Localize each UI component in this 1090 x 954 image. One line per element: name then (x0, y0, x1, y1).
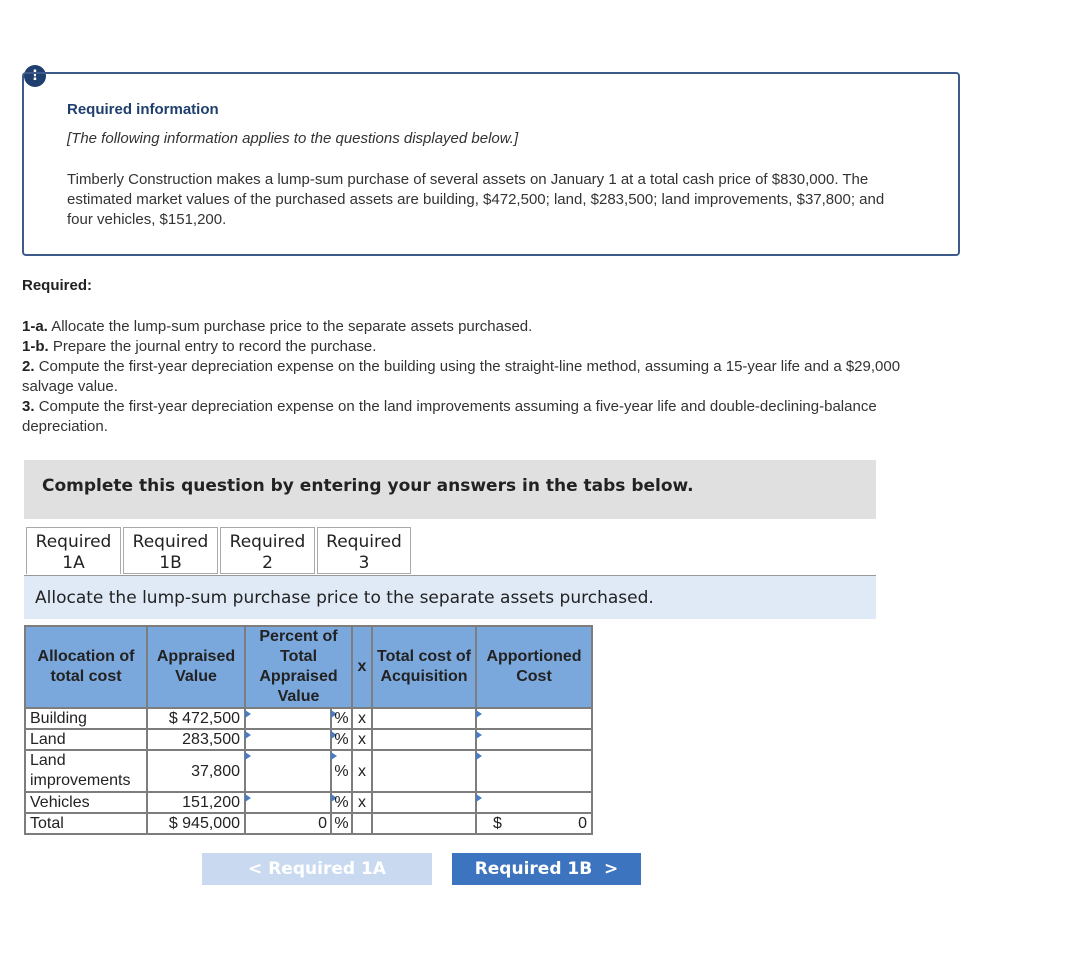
total-cost-input[interactable] (372, 729, 476, 750)
total-percent: 0 (245, 813, 331, 834)
info-text: Timberly Construction makes a lump-sum purchase of several assets on January 1 at a total cash price of $830,000. The estimated market values of the purchased assets are building, $472,500; land, $283,500; land improvements, $37,800; and four vehicles, $151,200. (67, 171, 885, 228)
required-information-box (22, 72, 960, 256)
tab-required-1b[interactable]: Required 1B (123, 527, 218, 574)
appraised-value-input[interactable]: 151,200 (147, 792, 245, 813)
chevron-right-icon: > (604, 859, 619, 879)
total-row (25, 813, 592, 834)
percent-input[interactable] (245, 708, 331, 729)
total-cost-cell (372, 813, 476, 834)
next-tab-button[interactable]: Required 1B > (452, 853, 641, 885)
percent-sign: % (331, 813, 352, 834)
appraised-value-input[interactable]: $ 472,500 (147, 708, 245, 729)
header-appraised-value: Appraised Value (147, 626, 245, 708)
percent-sign: % (331, 729, 352, 750)
percent-sign: % (331, 708, 352, 729)
required-item: 3. Compute the first-year depreciation expense on the land improvements assuming a five-year life and double-declining-balance depreciation. (22, 398, 877, 435)
tab-required-2[interactable]: Required 2 (220, 527, 315, 574)
required-item: 1-a. Allocate the lump-sum purchase price to the separate assets purchased. (22, 318, 533, 335)
total-apportioned-cost (476, 813, 592, 834)
total-cost-input[interactable] (372, 792, 476, 813)
panel-instruction: Allocate the lump-sum purchase price to the separate assets purchased. (24, 576, 876, 619)
dollar-sign: $ (493, 815, 502, 832)
x-mark: x (352, 750, 372, 792)
chevron-left-icon: < (248, 859, 263, 879)
asset-label: Vehicles (25, 792, 147, 813)
apportioned-cost-cell[interactable] (476, 750, 592, 792)
x-mark: x (352, 708, 372, 729)
required-heading: Required: (22, 277, 93, 294)
header-allocation: Allocation of total cost (25, 626, 147, 708)
tab-required-1a[interactable]: Required 1A (26, 527, 121, 574)
asset-label: Building (25, 708, 147, 729)
total-appraised-value: $ 945,000 (147, 813, 245, 834)
previous-tab-button[interactable]: < Required 1A (202, 853, 432, 885)
asset-label: Land (25, 729, 147, 750)
asset-label: Land improvements (25, 750, 147, 792)
percent-sign: % (331, 792, 352, 813)
apportioned-cost-cell[interactable] (476, 708, 592, 729)
instruction-banner: Complete this question by entering your answers in the tabs below. (24, 460, 876, 519)
apportioned-cost-cell[interactable] (476, 729, 592, 750)
percent-sign: % (331, 750, 352, 792)
total-cost-input[interactable] (372, 708, 476, 729)
header-percent: Percent of Total Appraised Value (245, 626, 352, 708)
x-mark: x (352, 729, 372, 750)
required-item: 2. Compute the first-year depreciation expense on the building using the straight-line method, assuming a 15-year life and a $29,000 salvage value. (22, 358, 901, 395)
table-row (25, 708, 592, 729)
header-x: x (352, 626, 372, 708)
percent-input[interactable] (245, 792, 331, 813)
tab-required-3[interactable]: Required 3 (317, 527, 411, 574)
table-row (25, 729, 592, 750)
percent-input[interactable] (245, 750, 331, 792)
table-row (25, 750, 592, 792)
header-apportioned-cost: Apportioned Cost (476, 626, 592, 708)
alert-icon: ! (24, 65, 46, 87)
table-row (25, 792, 592, 813)
total-label: Total (25, 813, 147, 834)
percent-input[interactable] (245, 729, 331, 750)
allocation-table (24, 625, 593, 835)
required-item: 1-b. Prepare the journal entry to record the purchase. (22, 338, 377, 355)
total-x-cell (352, 813, 372, 834)
apportioned-cost-cell[interactable] (476, 792, 592, 813)
header-total-cost: Total cost of Acquisition (372, 626, 476, 708)
total-apportioned-value: 0 (578, 815, 587, 832)
appraised-value-input[interactable]: 283,500 (147, 729, 245, 750)
required-list (22, 317, 952, 437)
info-title: Required information (67, 101, 219, 118)
appraised-value-input[interactable]: 37,800 (147, 750, 245, 792)
total-cost-input[interactable] (372, 750, 476, 792)
info-note: [The following information applies to the questions displayed below.] (67, 130, 519, 147)
x-mark: x (352, 792, 372, 813)
